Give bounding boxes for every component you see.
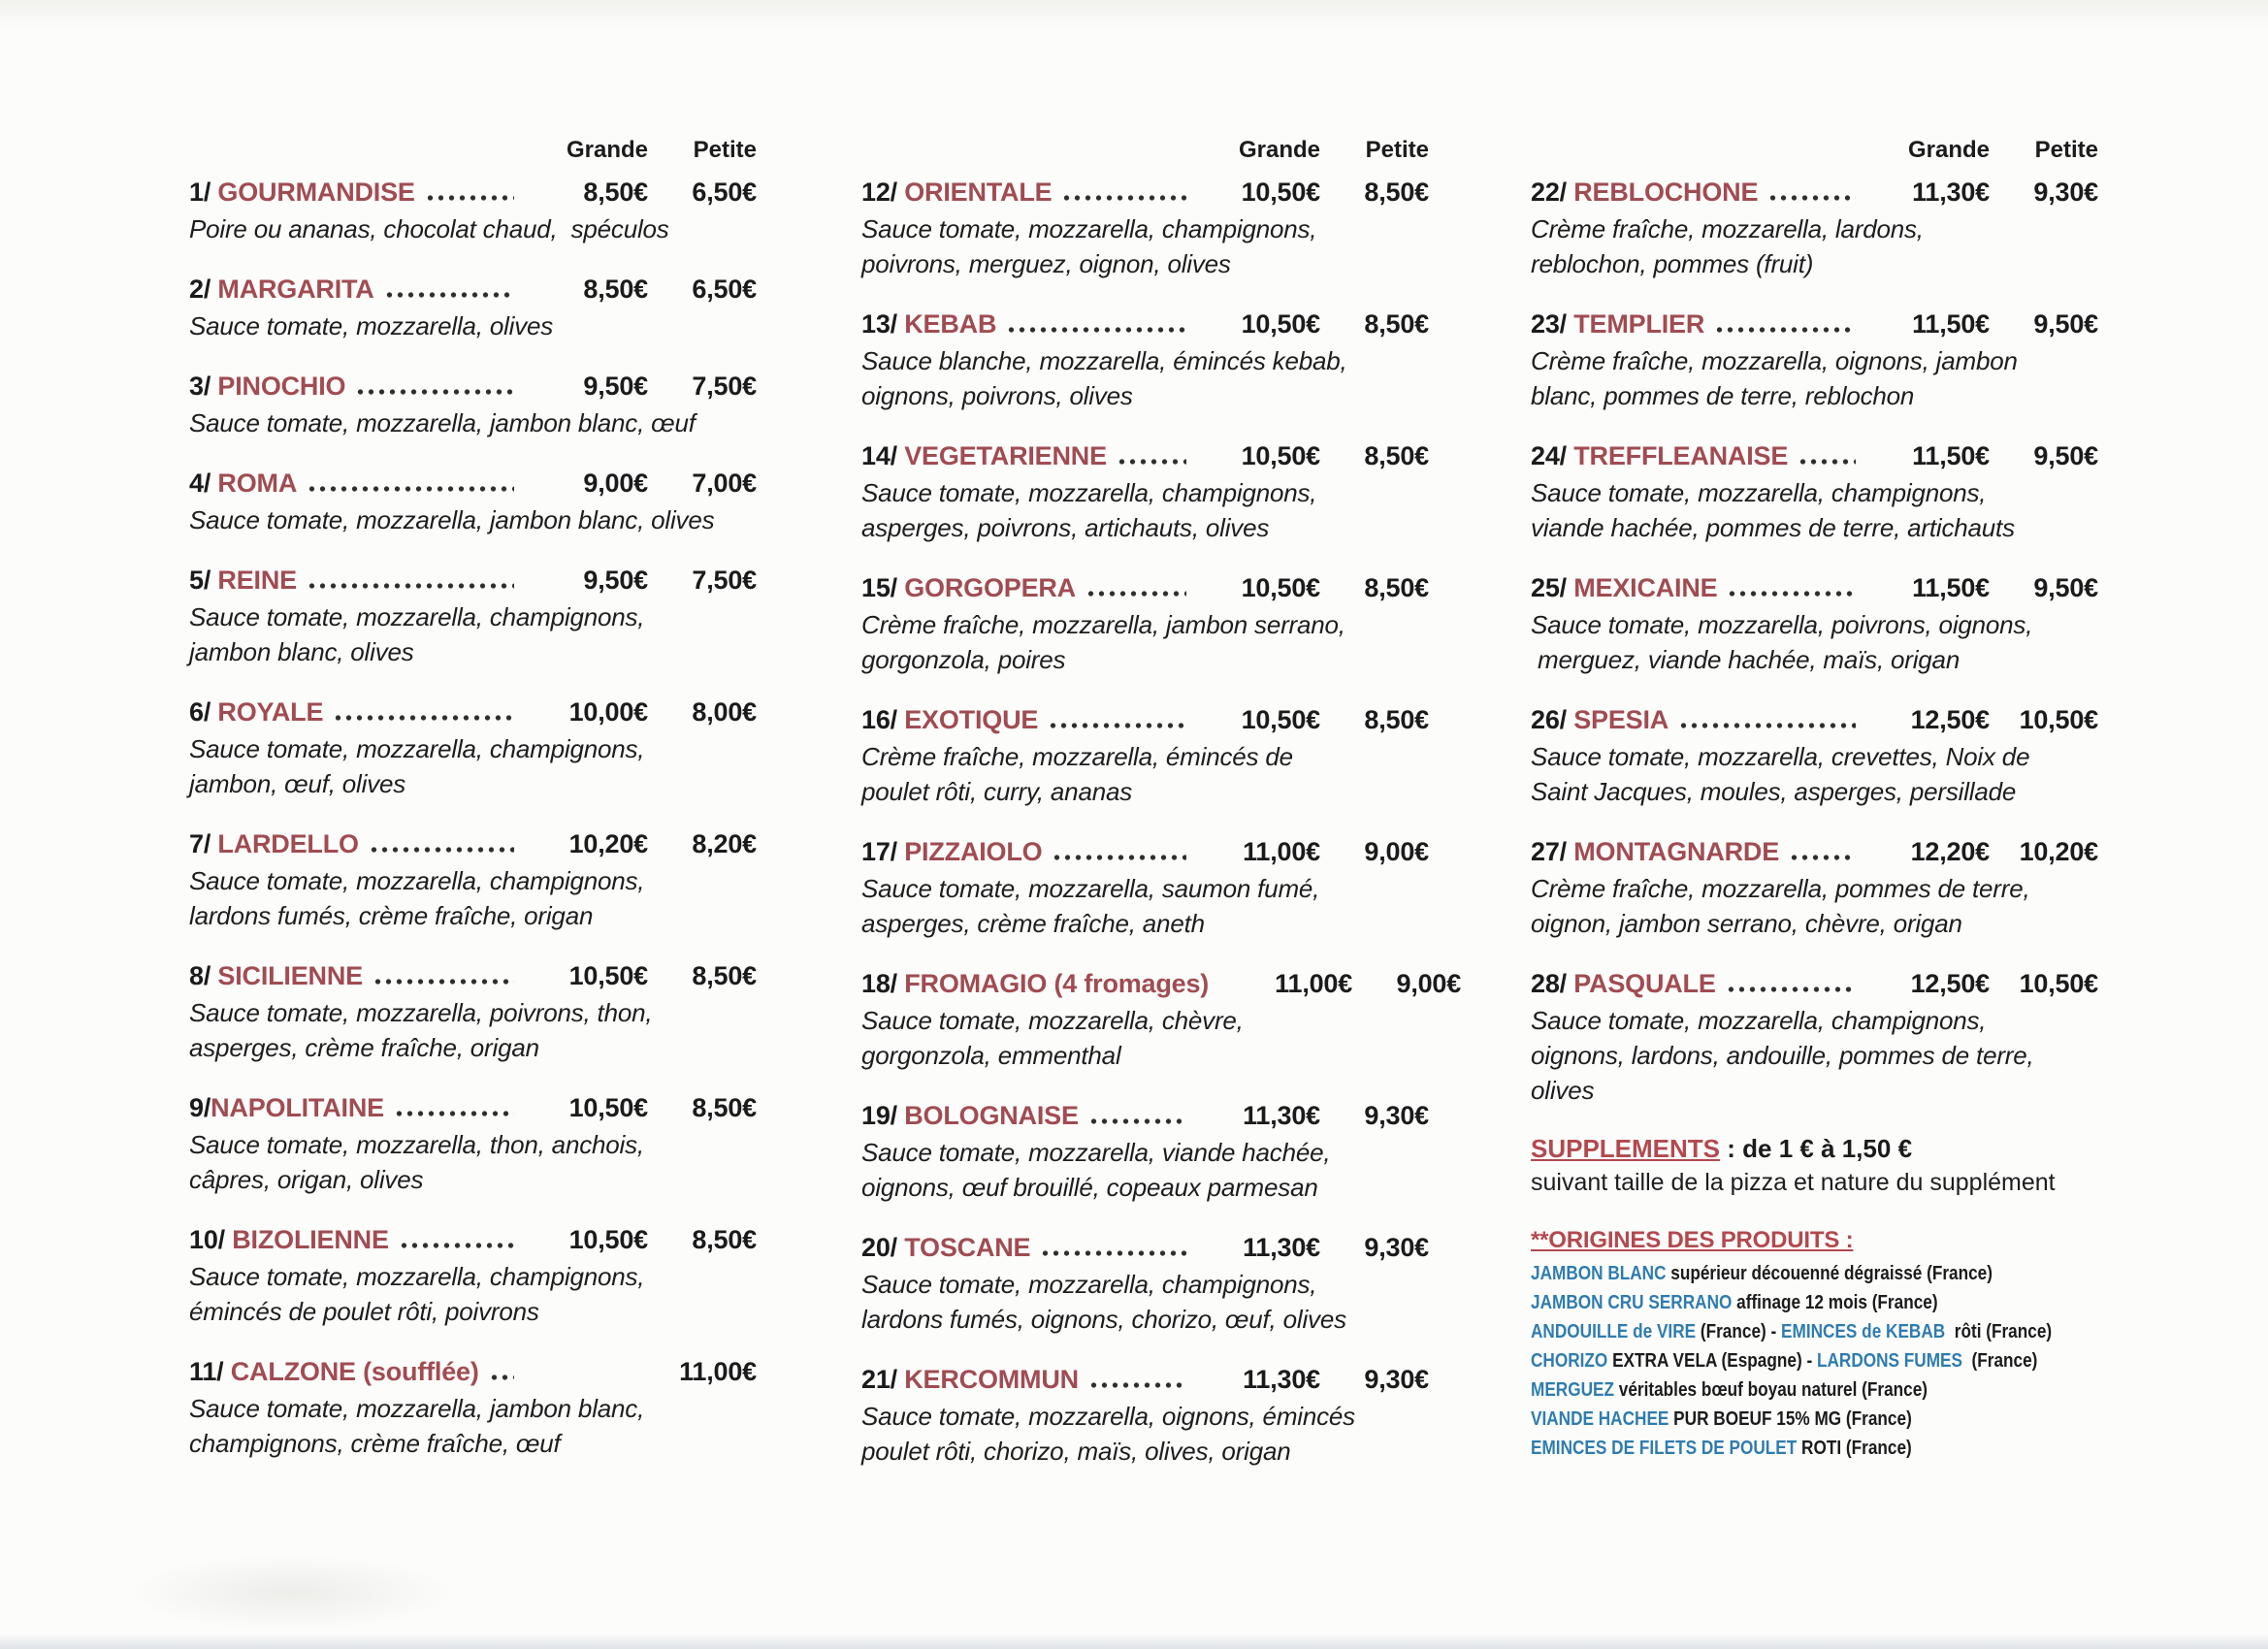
price-grande: 11,30€ bbox=[1243, 1233, 1320, 1262]
item-ingredients: lardons fumés, oignons, chorizo, œuf, olives bbox=[861, 1305, 1346, 1334]
price-grande: 9,50€ bbox=[583, 372, 648, 401]
item-number: 1/ bbox=[189, 178, 218, 207]
menu-item bbox=[1531, 568, 2098, 677]
item-name: EXOTIQUE bbox=[904, 705, 1039, 734]
supplements-line bbox=[1531, 1131, 2098, 1166]
item-number: 23/ bbox=[1531, 309, 1574, 339]
origin-line bbox=[1531, 1405, 2019, 1434]
menu-item bbox=[861, 1096, 1429, 1205]
price-petite: 9,50€ bbox=[2033, 309, 2098, 339]
menu-item bbox=[189, 561, 757, 669]
price-petite: 10,50€ bbox=[2019, 969, 2098, 998]
price-petite: 10,50€ bbox=[2019, 705, 2098, 734]
item-number: 25/ bbox=[1531, 573, 1574, 602]
menu-item-header bbox=[1531, 436, 2098, 475]
price-petite: 8,20€ bbox=[692, 829, 757, 858]
origin-segment: VIANDE HACHEE bbox=[1531, 1408, 1669, 1430]
price-petite: 8,50€ bbox=[1364, 441, 1429, 470]
item-name: PASQUALE bbox=[1573, 969, 1716, 998]
item-list-3 bbox=[1531, 173, 2098, 1108]
price-grande: 8,50€ bbox=[583, 178, 648, 207]
item-number: 14/ bbox=[861, 441, 905, 470]
menu-column-1 bbox=[189, 136, 757, 1484]
header-petite: Petite bbox=[693, 137, 757, 163]
dot-leader bbox=[1088, 1116, 1186, 1126]
header-grande: Grande bbox=[566, 137, 648, 163]
header-petite: Petite bbox=[2034, 137, 2098, 163]
item-ingredients: Sauce tomate, mozzarella, chèvre, bbox=[861, 1006, 1244, 1035]
price-petite: 8,50€ bbox=[692, 1225, 757, 1254]
menu-item-header bbox=[861, 1360, 1429, 1399]
price-grande: 11,50€ bbox=[1912, 309, 1990, 339]
item-number: 20/ bbox=[861, 1233, 905, 1262]
item-ingredients: Sauce tomate, mozzarella, champignons, bbox=[861, 1270, 1317, 1299]
menu-item bbox=[861, 436, 1429, 545]
origin-segment: EXTRA VELA (Espagne) - bbox=[1607, 1350, 1817, 1372]
item-name: VEGETARIENNE bbox=[904, 441, 1107, 470]
origin-segment: CHORIZO bbox=[1531, 1350, 1608, 1372]
origin-segment: MERGUEZ bbox=[1531, 1379, 1614, 1401]
price-grande: 11,00€ bbox=[1275, 969, 1353, 998]
menu-column-2 bbox=[861, 136, 1462, 1492]
dot-leader bbox=[425, 193, 514, 203]
menu-item bbox=[1531, 832, 2098, 941]
price-grande: 10,50€ bbox=[1241, 705, 1320, 734]
item-name: ROMA bbox=[217, 469, 298, 498]
price-grande: 10,00€ bbox=[568, 697, 648, 727]
price-petite: 9,00€ bbox=[1364, 837, 1429, 866]
menu-item-header bbox=[189, 1088, 757, 1127]
item-ingredients: Crème fraîche, mozzarella, émincés de bbox=[861, 742, 1293, 771]
item-number: 15/ bbox=[861, 573, 905, 602]
menu-item bbox=[861, 832, 1429, 941]
menu-item bbox=[189, 693, 757, 801]
menu-item-header bbox=[189, 693, 757, 731]
menu-item bbox=[189, 173, 757, 246]
item-ingredients: poulet rôti, curry, ananas bbox=[861, 777, 1133, 806]
menu-item-header bbox=[189, 1220, 757, 1259]
price-grande: 10,50€ bbox=[1241, 441, 1320, 470]
menu-item-header bbox=[861, 700, 1429, 739]
item-ingredients: merguez, viande hachée, maïs, origan bbox=[1531, 645, 1960, 674]
menu-item-header bbox=[189, 173, 757, 211]
item-name: REBLOCHONE bbox=[1573, 178, 1759, 207]
dot-leader bbox=[1726, 985, 1856, 994]
item-number: 11/ bbox=[189, 1357, 231, 1386]
item-name: TOSCANE bbox=[904, 1233, 1031, 1262]
item-name: MEXICAINE bbox=[1573, 573, 1718, 602]
origin-segment: affinage 12 mois (France) bbox=[1732, 1292, 1938, 1313]
item-ingredients: oignons, œuf brouillé, copeaux parmesan bbox=[861, 1173, 1318, 1202]
item-name: SPESIA bbox=[1573, 705, 1669, 734]
header-grande: Grande bbox=[1238, 137, 1320, 163]
scan-artifact-top bbox=[0, 0, 2268, 29]
item-ingredients: Sauce tomate, mozzarella, olives bbox=[189, 311, 554, 340]
menu-item bbox=[1531, 964, 2098, 1108]
menu-item-header bbox=[189, 824, 757, 863]
item-name: GOURMANDISE bbox=[217, 178, 415, 207]
origin-segment: supérieur découenné dégraissé (France) bbox=[1666, 1263, 1993, 1284]
item-name: TEMPLIER bbox=[1573, 309, 1705, 339]
dot-leader bbox=[373, 977, 514, 986]
menu-item bbox=[189, 1088, 757, 1197]
menu-item bbox=[861, 964, 1462, 1073]
price-petite: 9,30€ bbox=[1364, 1101, 1429, 1130]
item-number: 3/ bbox=[189, 372, 218, 401]
item-ingredients: poulet rôti, chorizo, maïs, olives, origan bbox=[861, 1437, 1291, 1466]
item-number: 18/ bbox=[861, 969, 905, 998]
dot-leader bbox=[1085, 589, 1186, 598]
menu-item bbox=[1531, 436, 2098, 545]
item-name: TREFFLEANAISE bbox=[1573, 441, 1789, 470]
item-number: 5/ bbox=[189, 566, 218, 595]
item-ingredients: Sauce tomate, mozzarella, jambon blanc, bbox=[189, 1394, 645, 1423]
price-grande: 11,50€ bbox=[1912, 441, 1990, 470]
price-petite: 7,50€ bbox=[692, 566, 757, 595]
origin-segment: (France) - bbox=[1696, 1321, 1782, 1342]
price-grande: 10,50€ bbox=[1241, 178, 1320, 207]
price-grande: 11,50€ bbox=[1912, 573, 1990, 602]
dot-leader bbox=[369, 845, 514, 855]
item-ingredients: Sauce tomate, mozzarella, crevettes, Noix de bbox=[1531, 742, 2030, 771]
price-petite: 8,00€ bbox=[692, 697, 757, 727]
price-petite: 9,30€ bbox=[1364, 1233, 1429, 1262]
dot-leader bbox=[399, 1241, 514, 1250]
item-ingredients: viande hachée, pommes de terre, artichauts bbox=[1531, 513, 2015, 542]
menu-item-header bbox=[189, 1352, 757, 1391]
price-grande: 10,50€ bbox=[1241, 573, 1320, 602]
dot-leader bbox=[307, 581, 514, 591]
price-petite: 7,50€ bbox=[692, 372, 757, 401]
item-name: NAPOLITAINE bbox=[211, 1093, 384, 1122]
menu-item-header bbox=[861, 568, 1429, 607]
item-ingredients: Sauce tomate, mozzarella, poivrons, oignons, bbox=[1531, 610, 2033, 639]
item-ingredients: Sauce tomate, mozzarella, champignons, bbox=[861, 214, 1317, 243]
dot-leader bbox=[333, 713, 514, 723]
dot-leader bbox=[1789, 853, 1856, 862]
price-grande: 10,50€ bbox=[568, 1093, 648, 1122]
dot-leader bbox=[1088, 1380, 1186, 1390]
origin-segment: JAMBON CRU SERRANO bbox=[1531, 1292, 1733, 1313]
item-number: 17/ bbox=[861, 837, 905, 866]
price-petite: 9,50€ bbox=[2033, 573, 2098, 602]
item-name: GORGOPERA bbox=[904, 573, 1076, 602]
menu-item bbox=[189, 1220, 757, 1329]
item-ingredients: Sauce tomate, mozzarella, oignons, émincés bbox=[861, 1402, 1355, 1431]
item-number: 19/ bbox=[861, 1101, 905, 1130]
item-ingredients: champignons, crème fraîche, œuf bbox=[189, 1429, 561, 1458]
item-number: 28/ bbox=[1531, 969, 1574, 998]
supplements-detail: : de 1 € à 1,50 € bbox=[1720, 1134, 1913, 1163]
item-ingredients: Sauce blanche, mozzarella, émincés kebab, bbox=[861, 346, 1347, 375]
dot-leader bbox=[1040, 1248, 1186, 1258]
supplements-note: suivant taille de la pizza et nature du supplément bbox=[1531, 1169, 2056, 1196]
menu-item bbox=[1531, 305, 2098, 413]
price-grande: 10,50€ bbox=[568, 1225, 648, 1254]
item-number: 7/ bbox=[189, 829, 218, 858]
price-petite: 9,50€ bbox=[2033, 441, 2098, 470]
item-ingredients: Sauce tomate, mozzarella, champignons, bbox=[189, 866, 645, 895]
origin-line bbox=[1531, 1317, 2053, 1346]
price-grande: 12,20€ bbox=[1910, 837, 1990, 866]
dot-leader bbox=[1714, 325, 1856, 335]
item-ingredients: jambon, œuf, olives bbox=[189, 769, 406, 798]
origin-segment: (France) bbox=[1961, 1350, 2038, 1372]
origin-segment: JAMBON BLANC bbox=[1531, 1263, 1667, 1284]
item-number: 26/ bbox=[1531, 705, 1574, 734]
item-ingredients: Sauce tomate, mozzarella, jambon blanc, olives bbox=[189, 505, 715, 534]
menu-item-header bbox=[1531, 700, 2098, 739]
item-number: 21/ bbox=[861, 1365, 905, 1394]
header-petite: Petite bbox=[1365, 137, 1429, 163]
origin-line bbox=[1531, 1375, 2019, 1405]
dot-leader bbox=[1678, 721, 1856, 730]
scan-artifact-bottom bbox=[0, 1633, 2268, 1649]
origins-title: **ORIGINES DES PRODUITS : bbox=[1531, 1227, 1854, 1253]
item-number: 22/ bbox=[1531, 178, 1574, 207]
menu-item-header bbox=[861, 173, 1429, 211]
item-name: LARDELLO bbox=[217, 829, 359, 858]
origin-segment: EMINCES DE FILETS DE POULET bbox=[1531, 1438, 1798, 1459]
menu-item bbox=[189, 956, 757, 1065]
price-petite: 6,50€ bbox=[692, 275, 757, 304]
dot-leader bbox=[384, 290, 514, 300]
item-number: 9/ bbox=[189, 1093, 211, 1122]
menu-item bbox=[861, 1360, 1429, 1469]
menu-item bbox=[189, 270, 757, 343]
supplements-section bbox=[1531, 1131, 2098, 1199]
menu-item-header bbox=[861, 436, 1429, 475]
origin-line bbox=[1531, 1434, 2019, 1463]
item-number: 13/ bbox=[861, 309, 905, 339]
price-grande: 12,50€ bbox=[1910, 705, 1990, 734]
item-name: FROMAGIO (4 fromages) bbox=[904, 969, 1210, 998]
price-grande: 9,50€ bbox=[583, 566, 648, 595]
menu-item bbox=[861, 700, 1429, 809]
price-grande: 9,00€ bbox=[583, 469, 648, 498]
item-number: 27/ bbox=[1531, 837, 1574, 866]
dot-leader bbox=[1117, 457, 1186, 467]
price-petite: 9,30€ bbox=[1364, 1365, 1429, 1394]
item-name: REINE bbox=[217, 566, 297, 595]
menu-item bbox=[189, 464, 757, 537]
price-petite: 7,00€ bbox=[692, 469, 757, 498]
menu-item-header bbox=[1531, 832, 2098, 871]
dot-leader bbox=[1061, 193, 1186, 203]
menu-item-header bbox=[1531, 173, 2098, 211]
item-number: 16/ bbox=[861, 705, 905, 734]
price-grande: 10,20€ bbox=[568, 829, 648, 858]
item-number: 10/ bbox=[189, 1225, 233, 1254]
menu-item-header bbox=[189, 464, 757, 502]
price-petite: 10,20€ bbox=[2019, 837, 2098, 866]
price-column-headers bbox=[189, 136, 757, 165]
menu-item bbox=[189, 367, 757, 440]
origin-line bbox=[1531, 1346, 2038, 1375]
origins-section bbox=[1531, 1224, 2098, 1463]
item-ingredients: Sauce tomate, mozzarella, champignons, bbox=[1531, 478, 1987, 507]
menu-item bbox=[189, 824, 757, 933]
item-ingredients: Sauce tomate, mozzarella, thon, anchois, bbox=[189, 1130, 644, 1159]
origin-segment: ANDOUILLE de VIRE bbox=[1531, 1321, 1697, 1342]
item-name: BIZOLIENNE bbox=[232, 1225, 389, 1254]
menu-item-header bbox=[1531, 305, 2098, 343]
price-petite: 8,50€ bbox=[692, 961, 757, 990]
item-ingredients: poivrons, merguez, oignon, olives bbox=[861, 249, 1231, 278]
price-petite: 6,50€ bbox=[692, 178, 757, 207]
item-number: 4/ bbox=[189, 469, 218, 498]
item-name: BOLOGNAISE bbox=[904, 1101, 1079, 1130]
menu-item-header bbox=[189, 561, 757, 599]
origin-segment: ROTI (France) bbox=[1797, 1438, 1912, 1459]
item-ingredients: Sauce tomate, mozzarella, saumon fumé, bbox=[861, 874, 1320, 903]
item-ingredients: olives bbox=[1531, 1076, 1595, 1105]
item-number: 12/ bbox=[861, 178, 905, 207]
item-name: PIZZAIOLO bbox=[904, 837, 1043, 866]
item-ingredients: blanc, pommes de terre, reblochon bbox=[1531, 381, 1915, 410]
item-ingredients: Sauce tomate, mozzarella, champignons, bbox=[189, 602, 645, 631]
dot-leader bbox=[1727, 589, 1856, 598]
menu-item bbox=[861, 1228, 1429, 1337]
price-grande: 11,30€ bbox=[1912, 178, 1990, 207]
dot-leader bbox=[355, 387, 514, 397]
origin-line bbox=[1531, 1259, 2019, 1288]
price-grande: 11,00€ bbox=[1243, 837, 1320, 866]
menu-item bbox=[189, 1352, 757, 1461]
item-ingredients: câpres, origan, olives bbox=[189, 1165, 424, 1194]
item-ingredients: Sauce tomate, mozzarella, champignons, bbox=[189, 1262, 645, 1291]
price-column-headers bbox=[861, 136, 1429, 165]
price-grande: 8,50€ bbox=[583, 275, 648, 304]
item-ingredients: oignons, lardons, andouille, pommes de terre, bbox=[1531, 1041, 2034, 1070]
origin-segment: rôti (France) bbox=[1945, 1321, 2053, 1342]
price-grande: 10,50€ bbox=[568, 961, 648, 990]
item-name: ORIENTALE bbox=[904, 178, 1053, 207]
origin-segment: LARDONS FUMES bbox=[1816, 1350, 1962, 1372]
item-ingredients: Crème fraîche, mozzarella, oignons, jambon bbox=[1531, 346, 2018, 375]
origin-segment: véritables bœuf boyau naturel (France) bbox=[1614, 1379, 1928, 1401]
item-ingredients: Crème fraîche, mozzarella, lardons, bbox=[1531, 214, 1924, 243]
menu-item-header bbox=[189, 367, 757, 405]
price-petite: 8,50€ bbox=[692, 1093, 757, 1122]
item-ingredients: Crème fraîche, mozzarella, jambon serrano, bbox=[861, 610, 1345, 639]
menu-column-3 bbox=[1531, 136, 2098, 1463]
item-name: SICILIENNE bbox=[217, 961, 363, 990]
menu-item bbox=[1531, 173, 2098, 281]
menu-item-header bbox=[861, 1228, 1429, 1267]
item-name: CALZONE (soufflée) bbox=[230, 1357, 479, 1386]
menu-item-header bbox=[189, 270, 757, 308]
price-petite: 8,50€ bbox=[1364, 178, 1429, 207]
price-grande: 11,30€ bbox=[1243, 1101, 1320, 1130]
price-petite: 8,50€ bbox=[1364, 309, 1429, 339]
item-ingredients: Saint Jacques, moules, asperges, persillade bbox=[1531, 777, 2017, 806]
origins-lines bbox=[1531, 1259, 2098, 1463]
item-name: KEBAB bbox=[904, 309, 997, 339]
dot-leader bbox=[489, 1373, 514, 1382]
item-number: 2/ bbox=[189, 275, 218, 304]
price-grande: 10,50€ bbox=[1241, 309, 1320, 339]
item-ingredients: émincés de poulet rôti, poivrons bbox=[189, 1297, 539, 1326]
menu-item bbox=[861, 173, 1429, 281]
item-name: PINOCHIO bbox=[217, 372, 346, 401]
menu-item-header bbox=[861, 305, 1429, 343]
item-ingredients: Sauce tomate, mozzarella, champignons, bbox=[861, 478, 1317, 507]
dot-leader bbox=[394, 1109, 514, 1118]
item-number: 8/ bbox=[189, 961, 218, 990]
item-ingredients: Sauce tomate, mozzarella, champignons, bbox=[1531, 1006, 1987, 1035]
item-ingredients: reblochon, pommes (fruit) bbox=[1531, 249, 1814, 278]
menu-item-header bbox=[1531, 964, 2098, 1003]
price-column-headers bbox=[1531, 136, 2098, 165]
item-ingredients: Sauce tomate, mozzarella, viande hachée, bbox=[861, 1138, 1331, 1167]
item-number: 6/ bbox=[189, 697, 218, 727]
price-petite: 8,50€ bbox=[1364, 705, 1429, 734]
item-list-2 bbox=[861, 173, 1462, 1469]
item-ingredients: asperges, poivrons, artichauts, olives bbox=[861, 513, 1270, 542]
item-ingredients: Crème fraîche, mozzarella, pommes de terre, bbox=[1531, 874, 2030, 903]
dot-leader bbox=[1052, 853, 1186, 862]
dot-leader bbox=[1006, 325, 1186, 335]
dot-leader bbox=[1767, 193, 1856, 203]
menu-item bbox=[861, 568, 1429, 677]
item-ingredients: jambon blanc, olives bbox=[189, 637, 414, 666]
item-name: ROYALE bbox=[217, 697, 324, 727]
item-name: MONTAGNARDE bbox=[1573, 837, 1780, 866]
menu-item-header bbox=[861, 964, 1462, 1003]
item-ingredients: gorgonzola, poires bbox=[861, 645, 1066, 674]
dot-leader bbox=[1798, 457, 1856, 467]
item-name: MARGARITA bbox=[217, 275, 374, 304]
price-petite: 9,30€ bbox=[2033, 178, 2098, 207]
dot-leader bbox=[1048, 721, 1186, 730]
origin-segment: EMINCES de KEBAB bbox=[1781, 1321, 1946, 1342]
origin-line bbox=[1531, 1288, 2019, 1317]
menu-item bbox=[1531, 700, 2098, 809]
item-ingredients: lardons fumés, crème fraîche, origan bbox=[189, 901, 594, 930]
item-ingredients: oignon, jambon serrano, chèvre, origan bbox=[1531, 909, 1962, 938]
price-grande: 12,50€ bbox=[1910, 969, 1990, 998]
item-ingredients: oignons, poivrons, olives bbox=[861, 381, 1133, 410]
origin-segment: PUR BOEUF 15% MG (France) bbox=[1669, 1408, 1912, 1430]
supplements-title: SUPPLEMENTS bbox=[1531, 1134, 1721, 1163]
menu-item-header bbox=[189, 956, 757, 995]
header-grande: Grande bbox=[1907, 137, 1990, 163]
item-ingredients: asperges, crème fraîche, aneth bbox=[861, 909, 1205, 938]
price-grande: 11,30€ bbox=[1243, 1365, 1320, 1394]
price-petite: 11,00€ bbox=[679, 1357, 757, 1386]
item-ingredients: Sauce tomate, mozzarella, poivrons, thon, bbox=[189, 998, 653, 1027]
dot-leader bbox=[307, 484, 514, 494]
menu-item-header bbox=[861, 832, 1429, 871]
item-list-1 bbox=[189, 173, 757, 1461]
item-ingredients: gorgonzola, emmenthal bbox=[861, 1041, 1121, 1070]
scan-artifact-ghost bbox=[126, 1554, 456, 1632]
item-ingredients: Sauce tomate, mozzarella, jambon blanc, œuf bbox=[189, 408, 696, 437]
menu-item bbox=[861, 305, 1429, 413]
item-ingredients: asperges, crème fraîche, origan bbox=[189, 1033, 539, 1062]
menu-item-header bbox=[1531, 568, 2098, 607]
item-ingredients: Sauce tomate, mozzarella, champignons, bbox=[189, 734, 645, 763]
item-name: KERCOMMUN bbox=[904, 1365, 1079, 1394]
menu-item-header bbox=[861, 1096, 1429, 1135]
price-petite: 9,00€ bbox=[1396, 969, 1462, 998]
item-number: 24/ bbox=[1531, 441, 1574, 470]
price-petite: 8,50€ bbox=[1364, 573, 1429, 602]
item-ingredients: Poire ou ananas, chocolat chaud, spéculos bbox=[189, 214, 669, 243]
